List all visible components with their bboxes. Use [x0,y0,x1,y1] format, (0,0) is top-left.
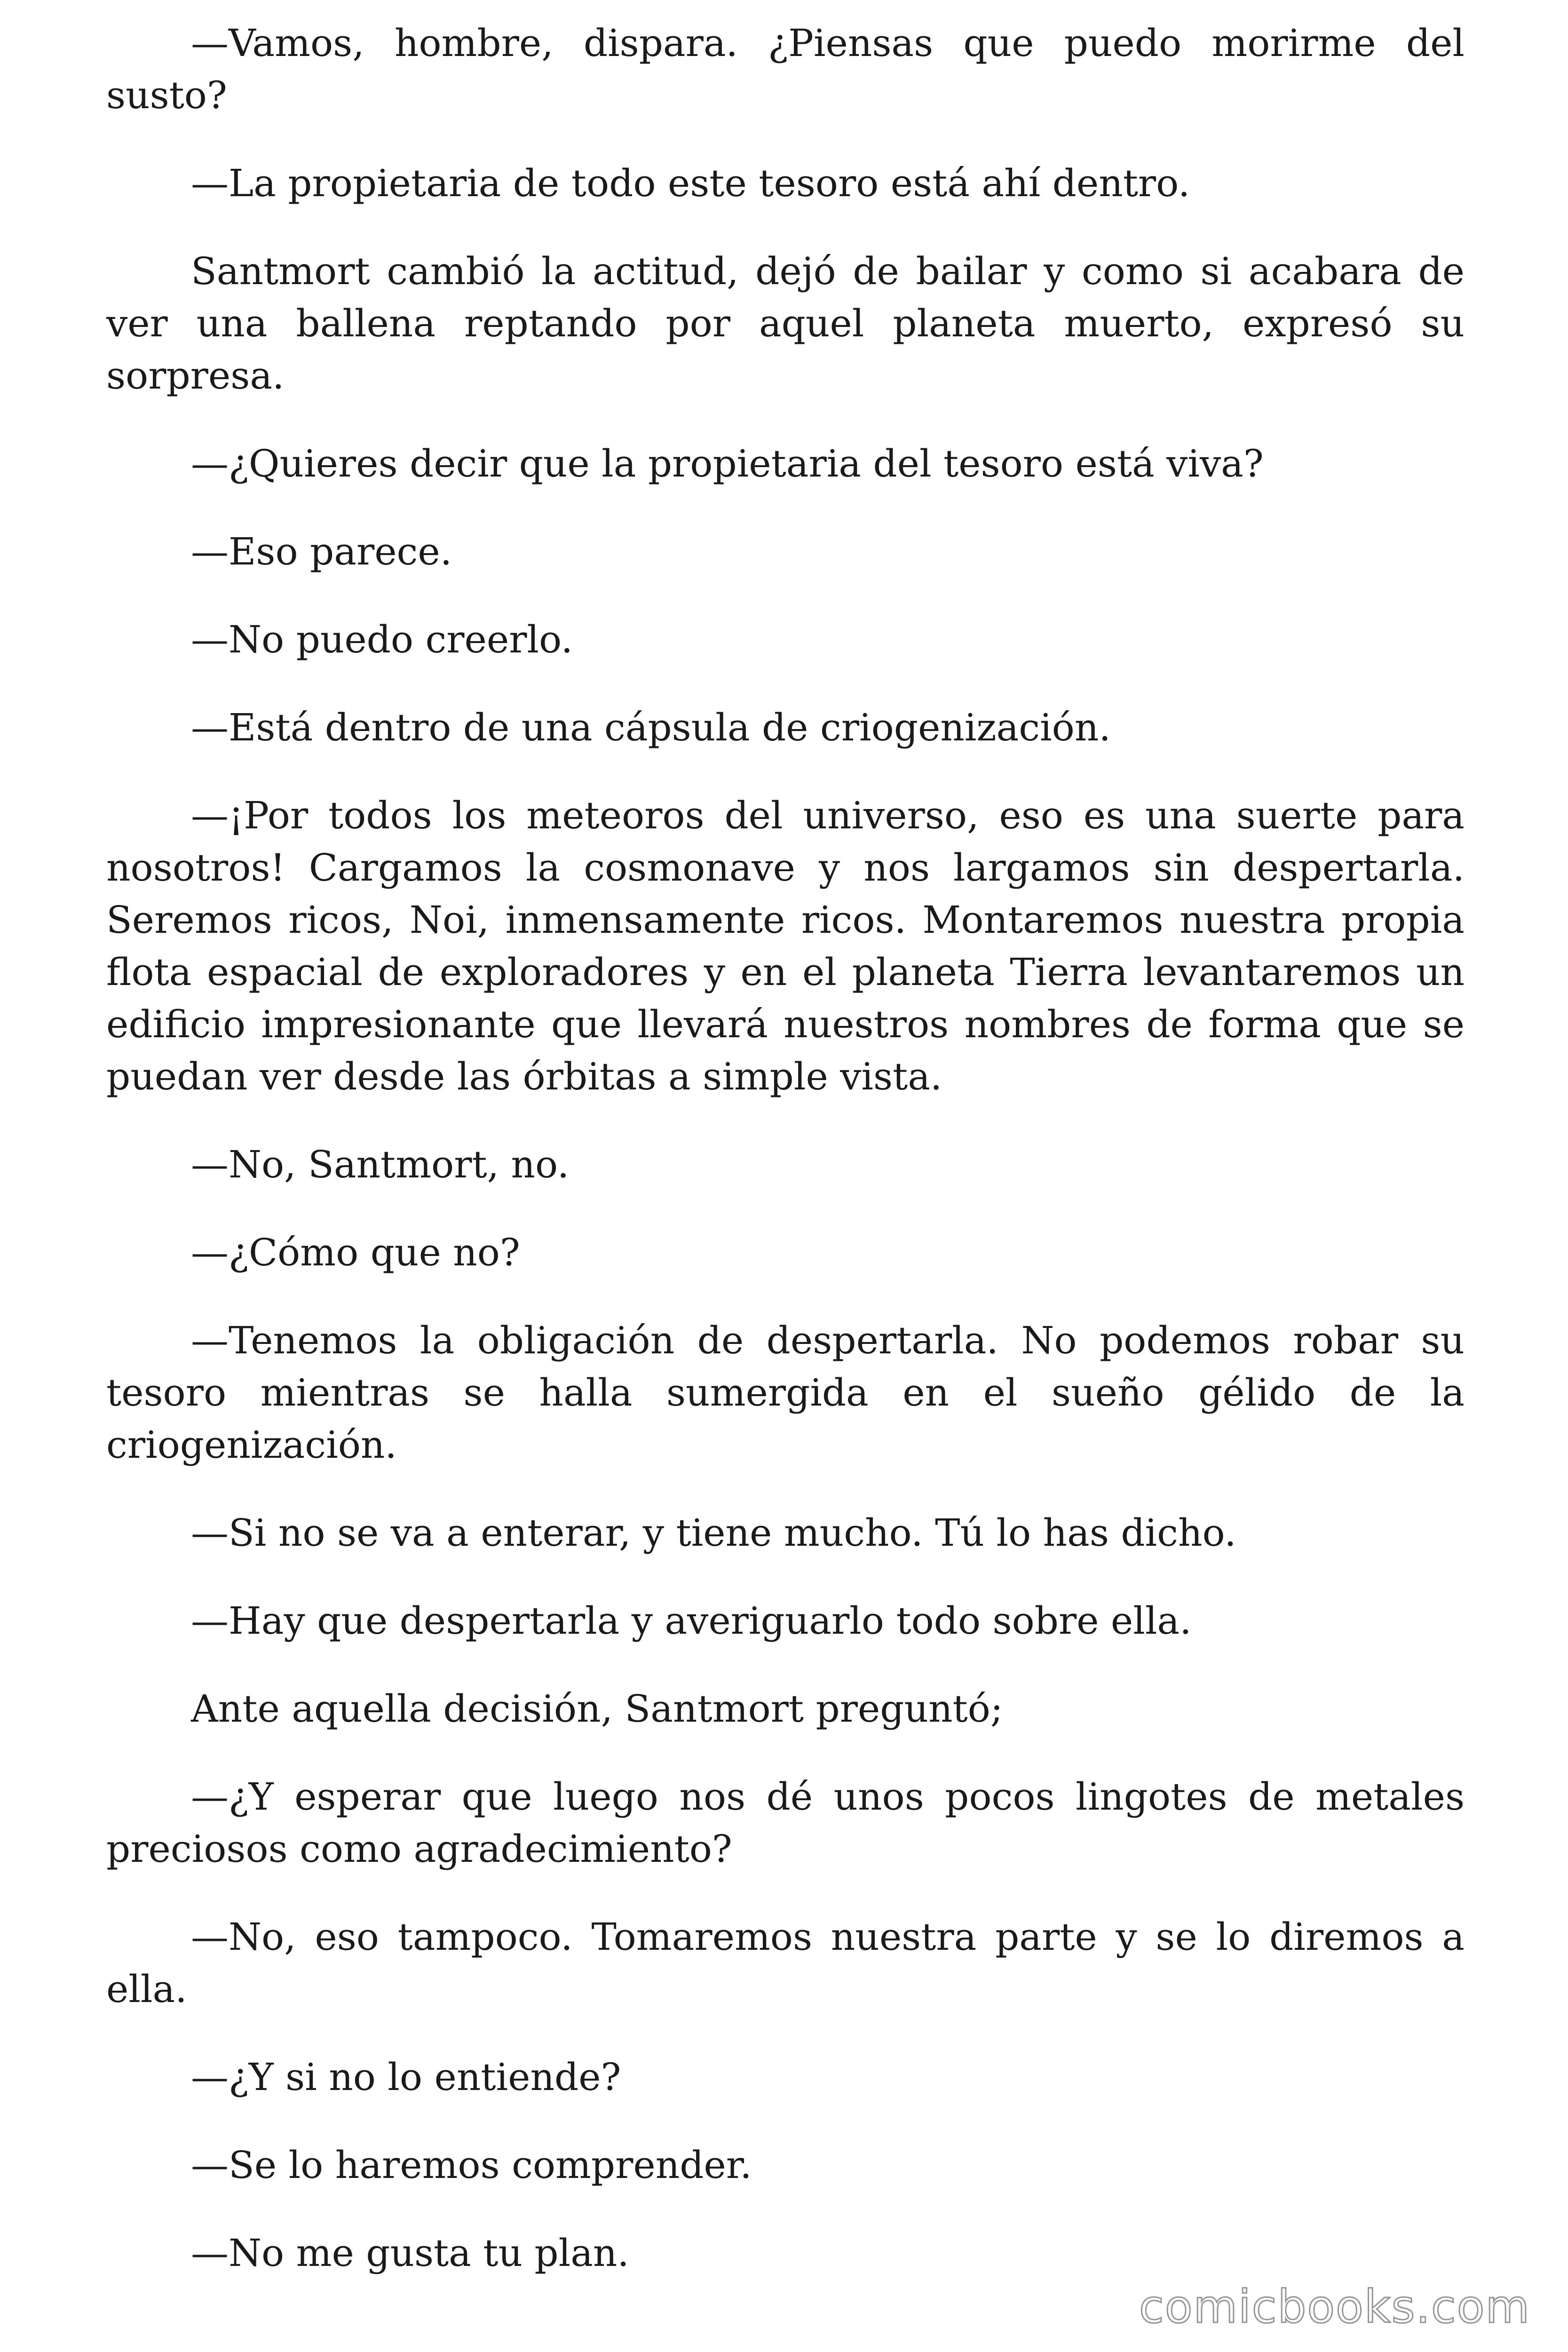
paragraph: —¿Y si no lo entiende? [191,2055,621,2099]
paragraph: —La propietaria de todo este tesoro está ahí dentro. [191,161,1190,205]
paragraph: —Eso parece. [191,530,452,573]
paragraph: —¿Y esperar que luego nos dé unos pocos lingotes de metales preciosos como agradecimiento? [106,1775,1465,1871]
paragraph: —¡Por todos los meteoros del universo, eso es una suerte para nosotros! Cargamos la cosmonave y nos largamos sin despertarla. Seremos ricos, Noi, inmensamente ricos. Montaremos nuestra propia flota espacial de exploradores y en el planeta Tierra levantaremos un edificio impresionante que llevará nuestros nombres de forma que se puedan ver desde las órbitas a simple vista. [106,794,1465,1098]
paragraph: —Tenemos la obligación de despertarla. No podemos robar su tesoro mientras se halla sumergida en el sueño gélido de la criogenización. [106,1319,1465,1467]
paragraph: —Si no se va a enterar, y tiene mucho. Tú lo has dicho. [191,1511,1236,1555]
paragraph: —Hay que despertarla y averiguarlo todo sobre ella. [191,1599,1192,1643]
paragraph: —Se lo haremos comprender. [191,2143,752,2187]
paragraph: Santmort cambió la actitud, dejó de bailar y como si acabara de ver una ballena reptando por aquel planeta muerto, expresó su sorpresa. [106,249,1465,397]
paragraph: —No, Santmort, no. [191,1143,570,1186]
paragraph: —¿Cómo que no? [191,1231,520,1274]
paragraph: —No me gusta tu plan. [191,2231,629,2275]
paragraph: —Vamos, hombre, dispara. ¿Piensas que puedo morirme del susto? [106,21,1465,117]
paragraph: —No, eso tampoco. Tomaremos nuestra parte y se lo diremos a ella. [106,1915,1465,2011]
paragraph: —No puedo creerlo. [191,618,573,661]
watermark: comicbooks.com [1139,2280,1530,2333]
book-page [106,17,1465,2315]
paragraph: —¿Quieres decir que la propietaria del tesoro está viva? [191,442,1264,485]
paragraph: Ante aquella decisión, Santmort preguntó; [191,1687,1003,1731]
paragraph: —Está dentro de una cápsula de criogenización. [191,706,1111,749]
